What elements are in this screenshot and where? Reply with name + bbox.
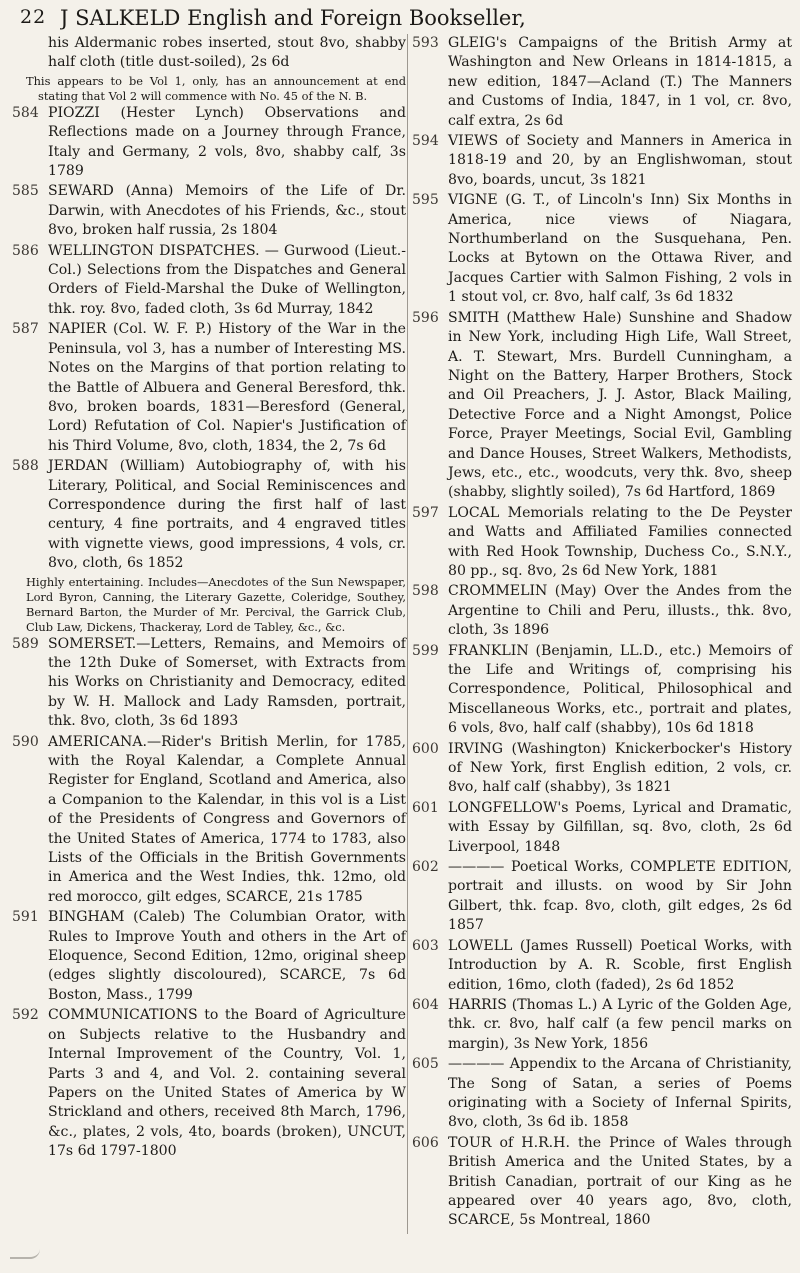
list-item [412,1055,792,1133]
lot-text: VIEWS of Society and Manners in America in 1818-19 and 20, by an Englishwoman, stout 8vo, boards, uncut, 3s 1821 [448,133,792,188]
lot-number: 602 [412,859,439,876]
lot-number: 600 [412,740,439,757]
lot-number: 594 [412,133,439,150]
list-item [12,908,406,1005]
list-item [412,996,792,1054]
lot-number: 590 [12,733,39,750]
list-item [412,642,792,739]
lot-number: 601 [412,799,439,816]
intro-note: This appears to be Vol 1, only, has an announcement at end stating that Vol 2 will commence with No. 45 of the N. B. [26,73,406,103]
lot-text: GLEIG's Campaigns of the British Army at Washington and New Orleans in 1814-1815, a new edition, 1847—Acland (T.) The Manners and Customs of India, 1847, in 1 vol, cr. 8vo, calf extra, 2s 6d [448,35,792,129]
lot-number: 586 [12,242,39,259]
lot-text: JERDAN (William) Autobiography of, with his Literary, Political, and Social Reminiscences and Correspondence during the first half of last century, 4 fine portraits, and 4 engraved titles with vignette views, good impressions, 4 vols, cr. 8vo, cloth, 6s 1852 [48,458,406,572]
lot-text: BINGHAM (Caleb) The Columbian Orator, with Rules to Improve Youth and others in the Art of Eloquence, Second Edition, 12mo, original sheep (edges slightly discoloured), SCARCE, 7s 6d Boston, Mass., 1799 [48,909,406,1003]
lot-text: SOMERSET.—Letters, Remains, and Memoirs of the 12th Duke of Somerset, with Extracts from his Works on Christianity and Democracy, edited by W. H. Mallock and Lady Ramsden, portrait, thk. 8vo, cloth, 3s 6d 1893 [48,635,406,730]
lot-note: Highly entertaining. Includes—Anecdotes of the Sun Newspaper, Lord Byron, Canning, the Literary Gazette, Coleridge, Southey, Bernard Barton, the Murder of Mr. Percival, the Garrick Club, Club Law, Dickens, Thackeray, Lord de Tabley, &c., &c. [26,574,406,634]
intro-text: his Aldermanic robes inserted, stout 8vo, shabby half cloth (title dust-soiled), 2s 6d [48,35,406,71]
lot-text: NAPIER (Col. W. F. P.) History of the War in the Peninsula, vol 3, has a number of Interesting MS. Notes on the Margins of that portion relating to the Battle of Albuera and General Beresford, thk. 8vo, broken boards, 1831—Beresford (General, Lord) Refutation of Col. Napier's Justification of his Third Volume, 8vo, cloth, 1834, the 2, 7s 6d [48,321,406,454]
intro-entry [12,34,406,73]
list-item [12,104,406,182]
lot-text: LONGFELLOW's Poems, Lyrical and Dramatic, with Essay by Gilfillan, sq. 8vo, cloth, 2s 6d Liverpool, 1848 [448,799,792,855]
lot-number: 606 [412,1134,439,1151]
lot-text: COMMUNICATIONS to the Board of Agriculture on Subjects relative to the Husbandry and Internal Improvement of the Country, Vol. 1, Parts 3 and 4, and Vol. 2. containing several Papers on the United States of America by W Strickland and others, received 8th March, 1796, &c., plates, 2 vols, 4to, boards (broken), UNCUT, 17s 6d 1797-1800 [48,1007,406,1160]
lot-number: 595 [412,192,439,209]
list-item [12,733,406,908]
lot-text: VIGNE (G. T., of Lincoln's Inn) Six Months in America, nice views of Niagara, Northumberland on the Susquehana, Pen. Locks at Bytown on the Ottawa River, and Jacques Cartier with Salmon Fishing, 2 vols in 1 stout vol, cr. 8vo, half calf, 3s 6d 1832 [448,192,792,306]
list-item [412,191,792,307]
lot-number: 589 [12,635,39,652]
lot-text: SMITH (Matthew Hale) Sunshine and Shadow in New York, including High Life, Wall Street, A. T. Stewart, Mrs. Burdell Cunningham, a Night on the Battery, Harper Brothers, Stock and Oil Preachers, J. J. Astor, Black Mailing, Detective Force and a Night Amongst, Police Force, Prayer Meetings, Social Evil, Gambling and Dance Houses, Street Walkers, Methodists, Jews, etc., etc., woodcuts, very thk. 8vo, sheep (shabby, slightly soiled), 7s 6d Hartford, 1869 [448,309,792,501]
list-item [12,320,406,456]
running-title: J SALKELD English and Foreign Bookseller, [60,6,526,30]
left-column [12,34,406,1163]
list-item [412,309,792,503]
lot-text: IRVING (Washington) Knickerbocker's History of New York, first English edition, 2 vols, cr. 8vo, half calf (shabby), 3s 1821 [448,740,792,796]
lot-text: LOWELL (James Russell) Poetical Works, with Introduction by A. R. Scoble, first English edition, 16mo, cloth (faded), 2s 6d 1852 [448,937,792,993]
lot-text: SEWARD (Anna) Memoirs of the Life of Dr. Darwin, with Anecdotes of his Friends, &c., stout 8vo, broken half russia, 2s 1804 [48,183,406,239]
list-item [12,1006,406,1161]
page-curl-mark [10,1245,40,1259]
list-item [412,504,792,582]
list-item [412,740,792,798]
lot-text: FRANKLIN (Benjamin, LL.D., etc.) Memoirs of the Life and Writings of, comprising his Correspondence, Political, Philosophical and Miscellaneous Works, etc., portrait and plates, 6 vols, 8vo, half calf (shabby), 10s 6d 1818 [448,642,792,737]
list-item [412,799,792,857]
list-item [412,858,792,936]
lot-text: TOUR of H.R.H. the Prince of Wales through British America and the United States, by a British Canadian, portrait of our King as he appeared over 40 years ago, 8vo, cloth, SCARCE, 5s Montreal, 1860 [448,1134,792,1229]
column-divider [407,34,408,1234]
right-column [412,34,792,1232]
list-item [412,937,792,995]
lot-text: AMERICANA.—Rider's British Merlin, for 1785, with the Royal Kalendar, a Complete Annual Register for England, Scotland and America, also a Companion to the Kalendar, in this vol is a List of the Presidents of Congress and Governors of the United States of America, 1774 to 1783, also Lists of the Officials in the British Governments in America and the West Indies, thk. 12mo, old red morocco, gilt edges, SCARCE, 21s 1785 [48,733,406,905]
lot-text: PIOZZI (Hester Lynch) Observations and Reflections made on a Journey through France, Italy and Germany, 2 vols, 8vo, shabby calf, 3s 1789 [48,104,406,180]
lot-number: 597 [412,504,439,521]
lot-number: 588 [12,458,39,475]
list-item [12,635,406,732]
list-item [12,242,406,320]
lot-number: 605 [412,1056,439,1073]
lot-text: ———— Appendix to the Arcana of Christianity, The Song of Satan, a series of Poems originating with a Society of Infernal Spirits, 8vo, cloth, 3s 6d ib. 1858 [448,1056,792,1131]
lot-number: 585 [12,183,39,200]
lot-number: 584 [12,104,39,121]
lot-text: HARRIS (Thomas L.) A Lyric of the Golden Age, thk. cr. 8vo, half calf (a few pencil marks on margin), 3s New York, 1856 [448,996,792,1052]
lot-number: 599 [412,642,439,659]
list-item [12,457,406,573]
lot-number: 598 [412,583,439,600]
list-item [412,34,792,131]
lot-number: 592 [12,1007,39,1024]
lot-text: CROMMELIN (May) Over the Andes from the Argentine to Chili and Peru, illusts., thk. 8vo, cloth, 3s 1896 [448,583,792,639]
lot-number: 596 [412,309,439,326]
lot-number: 604 [412,996,439,1013]
lot-number: 593 [412,35,439,51]
list-item [412,1134,792,1231]
lot-text: ———— Poetical Works, COMPLETE EDITION, portrait and illusts. on wood by Sir John Gilbert, thk. fcap. 8vo, cloth, gilt edges, 2s 6d 1857 [448,859,792,934]
lot-number: 603 [412,937,439,954]
page-number: 22 [20,6,47,28]
lot-text: WELLINGTON DISPATCHES. — Gurwood (Lieut.-Col.) Selections from the Dispatches and General Orders of Field-Marshal the Duke of Wellington, thk. roy. 8vo, faded cloth, 3s 6d Murray, 1842 [48,242,406,317]
list-item [12,182,406,240]
lot-number: 587 [12,321,39,338]
lot-text: LOCAL Memorials relating to the De Peyster and Watts and Affiliated Families connected with Red Hook Township, Duchess Co., S.N.Y., 80 pp., sq. 8vo, 2s 6d New York, 1881 [448,504,792,579]
list-item [412,132,792,190]
list-item [412,582,792,640]
lot-number: 591 [12,909,39,926]
